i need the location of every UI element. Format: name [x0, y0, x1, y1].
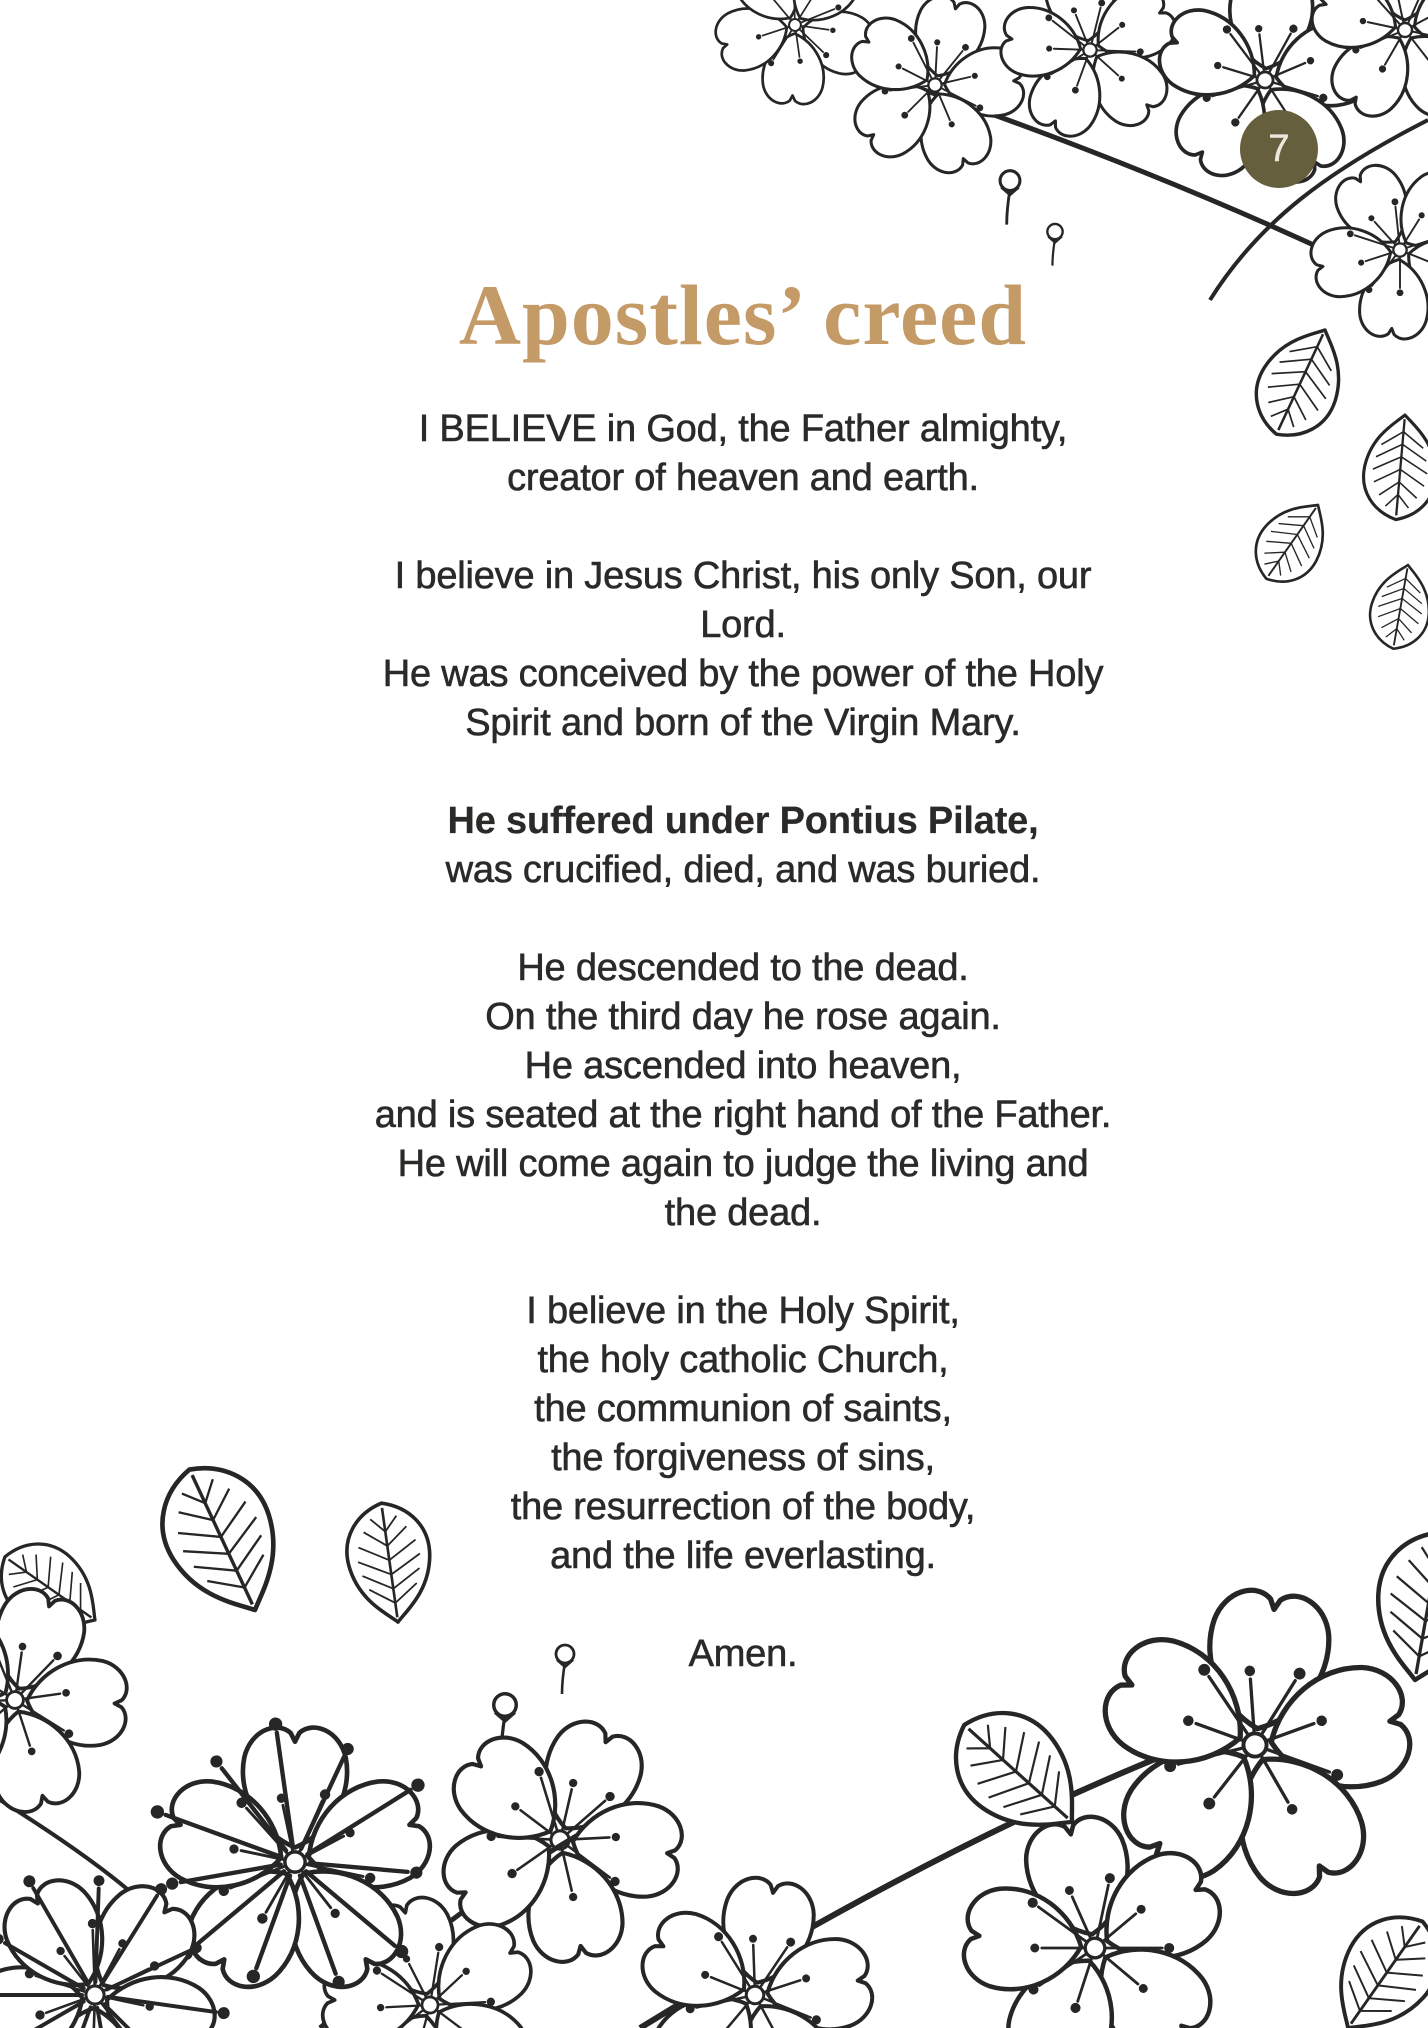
creed-line: I believe in Jesus Christ, his only Son, our [394, 555, 1092, 597]
creed-text [243, 405, 1243, 1679]
creed-content [243, 267, 1243, 1679]
creed-line: was crucified, died, and was buried. [445, 849, 1041, 891]
creed-line: creator of heaven and earth. [507, 457, 979, 499]
creed-paragraph [243, 944, 1243, 1238]
amen-line: Amen. [688, 1633, 798, 1675]
creed-line: the forgiveness of sins, [551, 1437, 935, 1479]
creed-line: I BELIEVE in God, the Father almighty, [418, 408, 1068, 450]
creed-paragraph [243, 405, 1243, 503]
creed-line: Lord. [700, 604, 786, 646]
creed-paragraph [243, 797, 1243, 895]
creed-line: He ascended into heaven, [524, 1045, 962, 1087]
creed-line: He was conceived by the power of the Holy [382, 653, 1104, 695]
creed-line: and is seated at the right hand of the Father. [374, 1094, 1112, 1136]
creed-line: and the life everlasting. [550, 1535, 936, 1577]
creed-line-bold: He suffered under Pontius Pilate, [447, 800, 1039, 842]
creed-paragraph [243, 1287, 1243, 1581]
creed-line: the resurrection of the body, [510, 1486, 976, 1528]
creed-closing [243, 1630, 1243, 1679]
creed-line: He descended to the dead. [517, 947, 969, 989]
creed-line: I believe in the Holy Spirit, [526, 1290, 960, 1332]
page-number: 7 [1268, 127, 1290, 170]
creed-line: the holy catholic Church, [537, 1339, 949, 1381]
creed-line: On the third day he rose again. [485, 996, 1001, 1038]
page-title: Apostles’ creed [458, 267, 1028, 363]
creed-line: the dead. [664, 1192, 822, 1234]
creed-paragraph [243, 552, 1243, 748]
creed-line: Spirit and born of the Virgin Mary. [465, 702, 1021, 744]
creed-line: He will come again to judge the living and [397, 1143, 1089, 1185]
creed-line: the communion of saints, [534, 1388, 952, 1430]
page-number-badge [1240, 110, 1318, 188]
